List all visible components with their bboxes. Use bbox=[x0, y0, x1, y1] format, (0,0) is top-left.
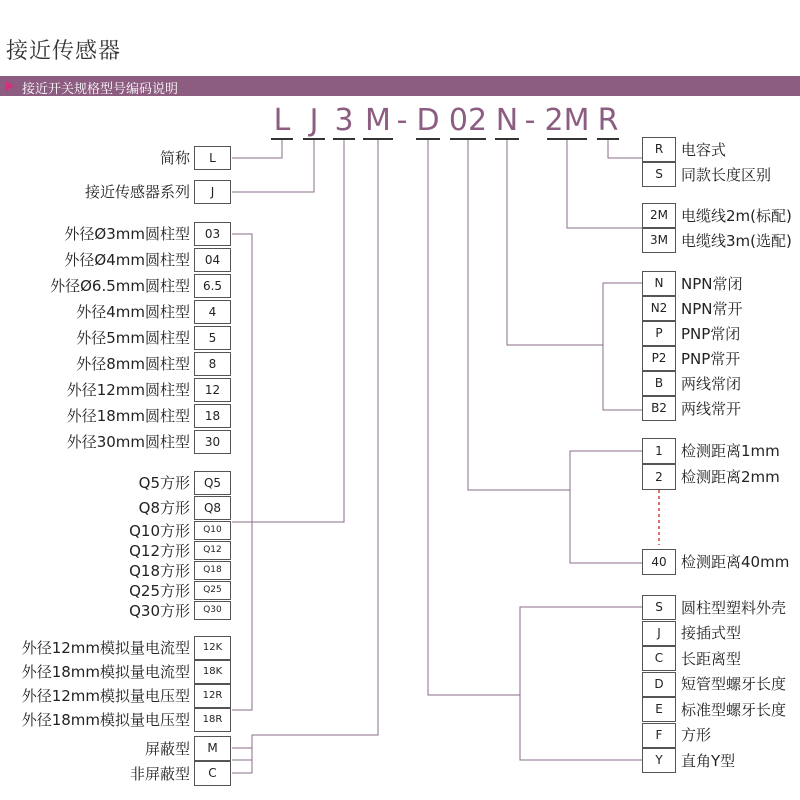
option-label: 电缆线2m(标配) bbox=[681, 206, 792, 225]
code-box: 5 bbox=[194, 326, 231, 350]
code-char: L bbox=[273, 103, 291, 138]
code-underline bbox=[547, 138, 587, 140]
option-label: PNP常闭 bbox=[681, 324, 741, 343]
code-box: B2 bbox=[642, 396, 676, 421]
option-label: 两线常闭 bbox=[681, 374, 742, 393]
output-bracket-bottom bbox=[603, 345, 642, 410]
code-box: P bbox=[642, 321, 676, 346]
code-underline bbox=[495, 138, 519, 140]
connector-output bbox=[507, 138, 642, 345]
code-box: J bbox=[194, 180, 231, 204]
code-box: C bbox=[642, 646, 676, 671]
code-box: L bbox=[194, 146, 231, 170]
code-box: 3M bbox=[642, 228, 676, 253]
option-label: 电缆线3m(选配) bbox=[681, 231, 792, 250]
connector-length bbox=[567, 138, 642, 228]
option-label: Q25方形 bbox=[129, 581, 190, 600]
option-label: Q18方形 bbox=[129, 561, 190, 580]
code-box: M bbox=[194, 736, 231, 761]
connector-shield bbox=[232, 138, 378, 760]
option-label: Q5方形 bbox=[138, 474, 190, 492]
code-box: E bbox=[642, 697, 676, 722]
code-box: N2 bbox=[642, 296, 676, 321]
code-box: S bbox=[642, 595, 676, 620]
code-box: Q8 bbox=[194, 496, 231, 520]
code-underline bbox=[363, 138, 393, 140]
code-box: 8 bbox=[194, 352, 231, 376]
code-box: Q25 bbox=[194, 581, 231, 600]
option-label: Q8方形 bbox=[138, 499, 190, 517]
shape-bracket-bottom bbox=[520, 695, 642, 760]
code-box: 2M bbox=[642, 203, 676, 228]
code-box: 12K bbox=[194, 636, 231, 660]
option-label: 检测距离2mm bbox=[681, 468, 780, 486]
option-label: 外径Ø3mm圆柱型 bbox=[64, 225, 190, 243]
code-box: 18R bbox=[194, 708, 231, 732]
code-box: Q12 bbox=[194, 541, 231, 560]
code-underline bbox=[416, 138, 440, 140]
code-box: 18 bbox=[194, 404, 231, 428]
code-box: Q18 bbox=[194, 561, 231, 580]
code-box: P2 bbox=[642, 346, 676, 371]
code-box: 40 bbox=[642, 549, 676, 575]
option-label: 圆柱型塑料外壳 bbox=[681, 598, 787, 617]
code-underline bbox=[597, 138, 619, 140]
option-label: 外径5mm圆柱型 bbox=[76, 329, 190, 347]
option-label: 外径12mm模拟量电压型 bbox=[21, 687, 190, 705]
option-label: Q12方形 bbox=[129, 541, 190, 560]
code-char: 3 bbox=[334, 103, 354, 138]
code-char: - bbox=[524, 103, 536, 138]
code-underline bbox=[303, 138, 325, 140]
code-box: 03 bbox=[194, 222, 231, 246]
code-char: - bbox=[396, 103, 408, 138]
option-label: PNP常开 bbox=[681, 349, 741, 368]
code-box: 6.5 bbox=[194, 274, 231, 298]
code-box: Q5 bbox=[194, 471, 231, 495]
option-label: 外径Ø4mm圆柱型 bbox=[64, 251, 190, 269]
page-title: 接近传感器 bbox=[6, 39, 122, 64]
connector-l bbox=[232, 138, 282, 158]
option-label: 外径18mm模拟量电流型 bbox=[21, 663, 190, 681]
size-bracket bbox=[232, 234, 252, 710]
code-box: 18K bbox=[194, 660, 231, 684]
option-label: 长距离型 bbox=[681, 649, 742, 668]
code-char: M bbox=[365, 103, 391, 138]
code-char: 2M bbox=[544, 103, 590, 138]
option-label: 屏蔽型 bbox=[144, 739, 190, 758]
code-box: 12R bbox=[194, 684, 231, 708]
section-title: 接近开关规格型号编码说明 bbox=[22, 82, 179, 97]
code-char: 02 bbox=[448, 103, 488, 138]
option-label: 方形 bbox=[681, 726, 712, 744]
option-label: 直角Y型 bbox=[681, 751, 736, 770]
code-box: R bbox=[642, 137, 676, 162]
code-box: 30 bbox=[194, 430, 231, 454]
connector-size bbox=[232, 138, 344, 522]
option-label: Q10方形 bbox=[129, 521, 190, 540]
code-box: Q30 bbox=[194, 601, 231, 620]
code-box: J bbox=[642, 621, 676, 646]
code-box: 1 bbox=[642, 438, 676, 464]
connector-j bbox=[232, 138, 314, 192]
option-label: 外径12mm模拟量电流型 bbox=[21, 639, 190, 657]
code-box: B bbox=[642, 371, 676, 396]
option-label: 短管型螺牙长度 bbox=[681, 675, 787, 693]
option-label: 同款长度区别 bbox=[681, 165, 772, 184]
connector-shape bbox=[428, 138, 642, 695]
code-char: D bbox=[416, 103, 440, 138]
option-label: 接近传感器系列 bbox=[84, 183, 190, 201]
code-box: N bbox=[642, 271, 676, 296]
option-label: 外径Ø6.5mm圆柱型 bbox=[50, 277, 190, 295]
option-label: Q30方形 bbox=[129, 601, 190, 620]
connector-distance bbox=[468, 138, 642, 490]
option-label: 简称 bbox=[159, 149, 190, 167]
code-box: C bbox=[194, 761, 231, 786]
code-char: R bbox=[597, 103, 619, 138]
option-label: 检测距离1mm bbox=[681, 442, 780, 460]
option-label: 外径12mm圆柱型 bbox=[66, 381, 190, 399]
option-label: NPN常闭 bbox=[681, 274, 743, 293]
option-label: 标准型螺牙长度 bbox=[681, 700, 787, 719]
option-label: 外径30mm圆柱型 bbox=[66, 433, 190, 451]
code-char: N bbox=[495, 103, 519, 138]
option-label: NPN常开 bbox=[681, 299, 743, 318]
option-label: 接插式型 bbox=[681, 624, 742, 642]
option-label: 非屏蔽型 bbox=[129, 764, 190, 783]
code-box: F bbox=[642, 723, 676, 748]
option-label: 检测距离40mm bbox=[681, 553, 790, 571]
code-underline bbox=[333, 138, 355, 140]
option-label: 外径18mm模拟量电压型 bbox=[21, 711, 190, 729]
code-box: 04 bbox=[194, 248, 231, 272]
code-box: Q10 bbox=[194, 521, 231, 540]
code-box: D bbox=[642, 672, 676, 697]
code-underline bbox=[271, 138, 293, 140]
code-char: J bbox=[309, 103, 319, 138]
option-label: 外径8mm圆柱型 bbox=[76, 355, 190, 373]
code-box: 12 bbox=[194, 378, 231, 402]
code-box: S bbox=[642, 162, 676, 187]
code-underline bbox=[450, 138, 486, 140]
option-label: 两线常开 bbox=[681, 399, 742, 418]
code-box: 2 bbox=[642, 464, 676, 490]
code-box: 4 bbox=[194, 300, 231, 324]
distance-bracket-bottom bbox=[570, 490, 642, 563]
connector-type bbox=[608, 138, 642, 158]
option-label: 电容式 bbox=[681, 140, 727, 159]
option-label: 外径4mm圆柱型 bbox=[76, 303, 190, 321]
option-label: 外径18mm圆柱型 bbox=[66, 407, 190, 425]
code-box: Y bbox=[642, 748, 676, 773]
